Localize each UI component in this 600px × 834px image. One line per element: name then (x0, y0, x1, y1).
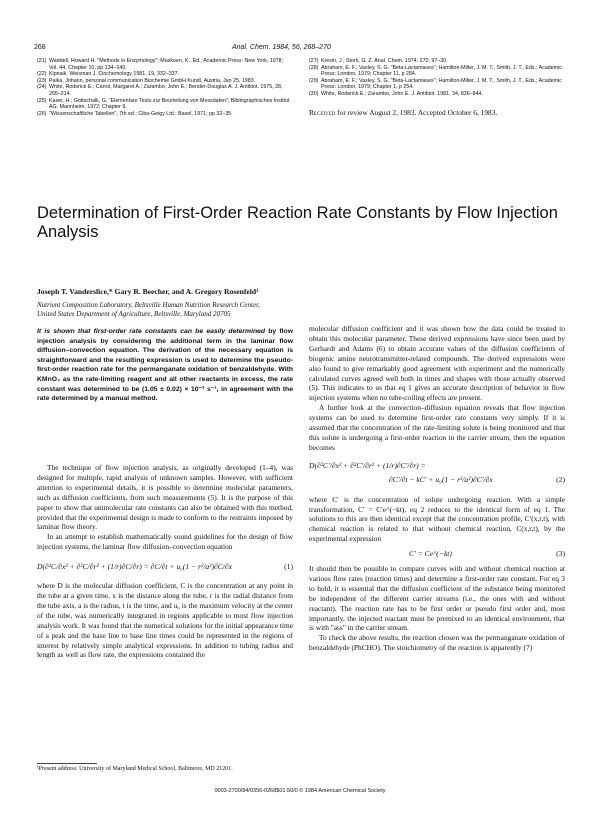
reference-item (309, 65, 565, 78)
received-text: for review August 2, 1983. Accepted October 6, 1983. (335, 107, 498, 117)
reference-text: Abraham, E. F.; Vasley, S. G. "Beta-Lactamases"; Hamilton-Miller, J. M. T., Smith, J. T., Eds.; Academic Press: London, 1979; Chapter 1, p 254. (321, 77, 562, 91)
paragraph: where D is the molecular diffusion coefficient, C is the concentration at any point in the tube at a given time, x is the distance along the tube, r is the radial distance from the tube axis, a is the radius, t is the time, and u₀ is the maximum velocity at the center of the tube, was numerically integrated in regions applicable to most flow injection analysis work. It was found that the numerical solutions for the initial appearance time of a peak and the base line to base line times could be represented in the regions of interest by relatively simple analytical expressions. In addition to tubing radius and length as well as flow rate, the expressions contained the (37, 581, 293, 660)
paragraph: molecular diffusion coefficient and it was shown how the data could be treated to obtain this molecular parameter. These derived expressions have since been used by Gerhardt and Adams (6) to obtain accurate values of the diffusion coefficients of biogenic amine neurotransmitter-related compounds. The derived expressions were also found to give remarkably good agreement with experiment and the numerically calculated curves agreed well both in times and shapes with those actually observed (5). This indicates to us that eq 1 gives an accurate description of behavior in flow injection systems when no tube-coiling effects are present. (309, 324, 565, 403)
references-left (37, 58, 293, 117)
received-label: Received (309, 107, 336, 117)
reference-number: (30) (309, 90, 319, 97)
reference-text: Kresin, J.; Stork, G. Z. Anal. Chem. 1974, 270, 97–30. (321, 58, 448, 64)
left-column (37, 463, 293, 660)
reference-text: Waddell, Howard H. "Methods in Enzymology"; Maskoen, K., Ed.; Academic Press: New York, 1978; Vol. 44, Chapter 10, pp 134–140. (49, 58, 284, 71)
reference-number: (21) (37, 58, 47, 64)
journal-citation: Anal. Chem. 1984, 56, 268–270 (232, 44, 331, 51)
reference-item (309, 78, 565, 91)
paragraph: A further look at the convection–diffusion equation reveals that flow injection systems can be used to determine first-order rate constants very simply. If it is assumed that the concentration of the rate-limiting solute is being monitored and that this solute is undergoing a first-order reaction in the carrier stream, then the equation becomes (309, 403, 565, 452)
reference-text: Abraham, E. F.; Vasley, S. G. "Beta-Lactamases"; Hamilton-Miller, J. M. T., Smith, J. T., Eds.; Academic Press: London, 1979; Chapter 11, p 284. (321, 64, 562, 78)
reference-text: Kaser, H.; Gottschalk, G. "Elementare Tests zur Beurteilung von Messdaten"; Bibliographisches Institut AG: Mannheim, 1972; Chapter 9. (49, 97, 290, 111)
footnote-rule (37, 763, 97, 764)
equation-3 (309, 549, 565, 559)
references-section (37, 58, 565, 117)
copyright-footer: 0003-2700/84/0356-0268$01.50/0 © 1984 American Chemical Society (214, 788, 386, 794)
reference-text: Kipnaik, Weisman J. Cinchemology 1981, 19, 332–337. (49, 71, 180, 78)
affiliation-line: Nutrient Composition Laboratory, Beltsville Human Nutrition Research Center, (37, 301, 260, 309)
equation-2-lhs: D(∂²C′/∂x² + ∂²C′/∂r² + (1/r)∂C′/∂r) = (309, 460, 426, 470)
equation-number: (1) (284, 562, 293, 572)
received-note (309, 108, 565, 118)
paragraph: In an attempt to establish mathematically sound guidelines for the design of flow injection systems, the laminar flow diffusion–convection equation (37, 532, 293, 552)
affiliation-line: United States Department of Agriculture, Beltsville, Maryland 20705 (37, 310, 231, 318)
references-right (309, 58, 565, 98)
reference-text: White, Roderick E.; Zarambo, John E. J. Antibiot. 1981, 34, 836–844. (321, 90, 483, 97)
reference-item (37, 58, 293, 71)
reference-number: (25) (37, 97, 47, 104)
reference-item (37, 84, 293, 97)
reference-number: (27) (309, 58, 319, 64)
reference-number: (28) (309, 64, 319, 71)
paragraph: It should then be possible to compare curves with and without chemical reaction at various flow rates (reaction times) and determine a first-order rate constant. For eq 3 to hold, it is essential that the diffusion coefficient of the substance being monitored be independent of the different carrier streams (i.e., the ones with and without reactant). The reaction rate has to be first order or pseudo first order and, most importantly, the injected reactant must be premixed to an identical environment, that is with "ass" in the carrier stream. (309, 564, 565, 633)
equation-body: D(∂²C/∂x² + ∂²C/∂r² + (1/r)∂C/∂r) = ∂C/∂t + u₀(1 − r²/a²)∂C/∂x (37, 562, 233, 572)
abstract-lead: It is shown that first-order rate constants can be easily determined (37, 328, 266, 335)
paragraph: where C′ is the concentration of solute undergoing reaction. With a simple transformation, C′ = C′e^(−kt), eq 2 reduces to the identical form of eq 1. The solutions to this are then identical except that the concentration profile, C′(x,r,t), with chemical reaction is related to that without chemical reaction, C(x,r,t), by the experimental expression (309, 494, 565, 544)
reference-item (37, 98, 293, 111)
reference-number: (26) (37, 110, 47, 117)
paragraph: To check the above results, the reaction chosen was the permanganate oxidation of benzaldehyde (PhCHO). The stoichiometry of the reaction is apparently (7) (309, 633, 565, 653)
equation-2 (309, 475, 565, 485)
reference-number: (29) (309, 77, 319, 84)
equation-number: (3) (556, 549, 565, 559)
right-column (309, 324, 565, 653)
abstract (37, 327, 293, 404)
paragraph: The technique of flow injection analysis, as originally developed (1–4), was designed for multiple, rapid analysis of unknown samples. However, with sufficient attention to experimental details, it is possible to determine molecular parameters, such as diffusion coefficients, from such measurements (5). It is the purpose of this paper to show that unimolecular rate constants can also be obtained with this method, provided that the experimental design is made to conform to the restraints imposed by laminar flow theory. (37, 463, 293, 532)
equation-body: C′ = Ce^(−kt) (409, 549, 452, 559)
references-right-column (309, 58, 565, 117)
abstract-text: by flow injection analysis by considering the additional term in the laminar flow diffusion–convection equation. The derivation of the necessary equation is straightforward and the resulting expression is used to determine the pseudo-first-order reaction rate for the permanganate oxidation of benzaldehyde. With KMnO₄ as the rate-limiting reagent and all other reactants in excess, the rate constant was determined to be (1.05 ± 0.02) × 10⁻² s⁻¹, in agreement with the rate determined by a manual method. (37, 328, 293, 403)
reference-item (37, 111, 293, 118)
equation-number: (2) (556, 474, 565, 484)
equation-body: ∂C′/∂t − kC′ + u₀(1 − r²/a²)∂C′/∂x (389, 474, 493, 484)
reference-item (309, 58, 565, 65)
reference-item (37, 78, 293, 85)
reference-item (309, 91, 565, 98)
article-title: Determination of First-Order Reaction Rate Constants by Flow Injection Analysis (37, 204, 558, 241)
reference-text: White, Roderick E.; Carrol, Margaret A.; Zarambo, John E.; Bender-Douglas A. J. Antibiot. 1975, 28, 205–214. (49, 84, 283, 97)
authors: Joseph T. Vanderslice,* Gary R. Beecher, and A. Gregory Rosenfeld¹ (37, 287, 259, 296)
page-number: 268 (34, 44, 46, 51)
affiliation (37, 301, 260, 319)
reference-number: (24) (37, 84, 47, 91)
reference-text: "Wissenschaftliche Tabellen", 7th ed.; Ciba-Geigy Ltd.: Basel, 1971; pp 32–35. (49, 110, 233, 117)
equation-1 (37, 562, 293, 572)
reference-number: (22) (37, 71, 47, 78)
reference-item (37, 71, 293, 78)
reference-text: Palka, Johann, personal communication Biochemie GmbH Kundl, Austria, Jan 25, 1983. (49, 77, 256, 84)
reference-number: (23) (37, 77, 47, 84)
footnote: ¹Present address: University of Maryland Medical School, Baltimore, MD 21201. (37, 766, 233, 772)
